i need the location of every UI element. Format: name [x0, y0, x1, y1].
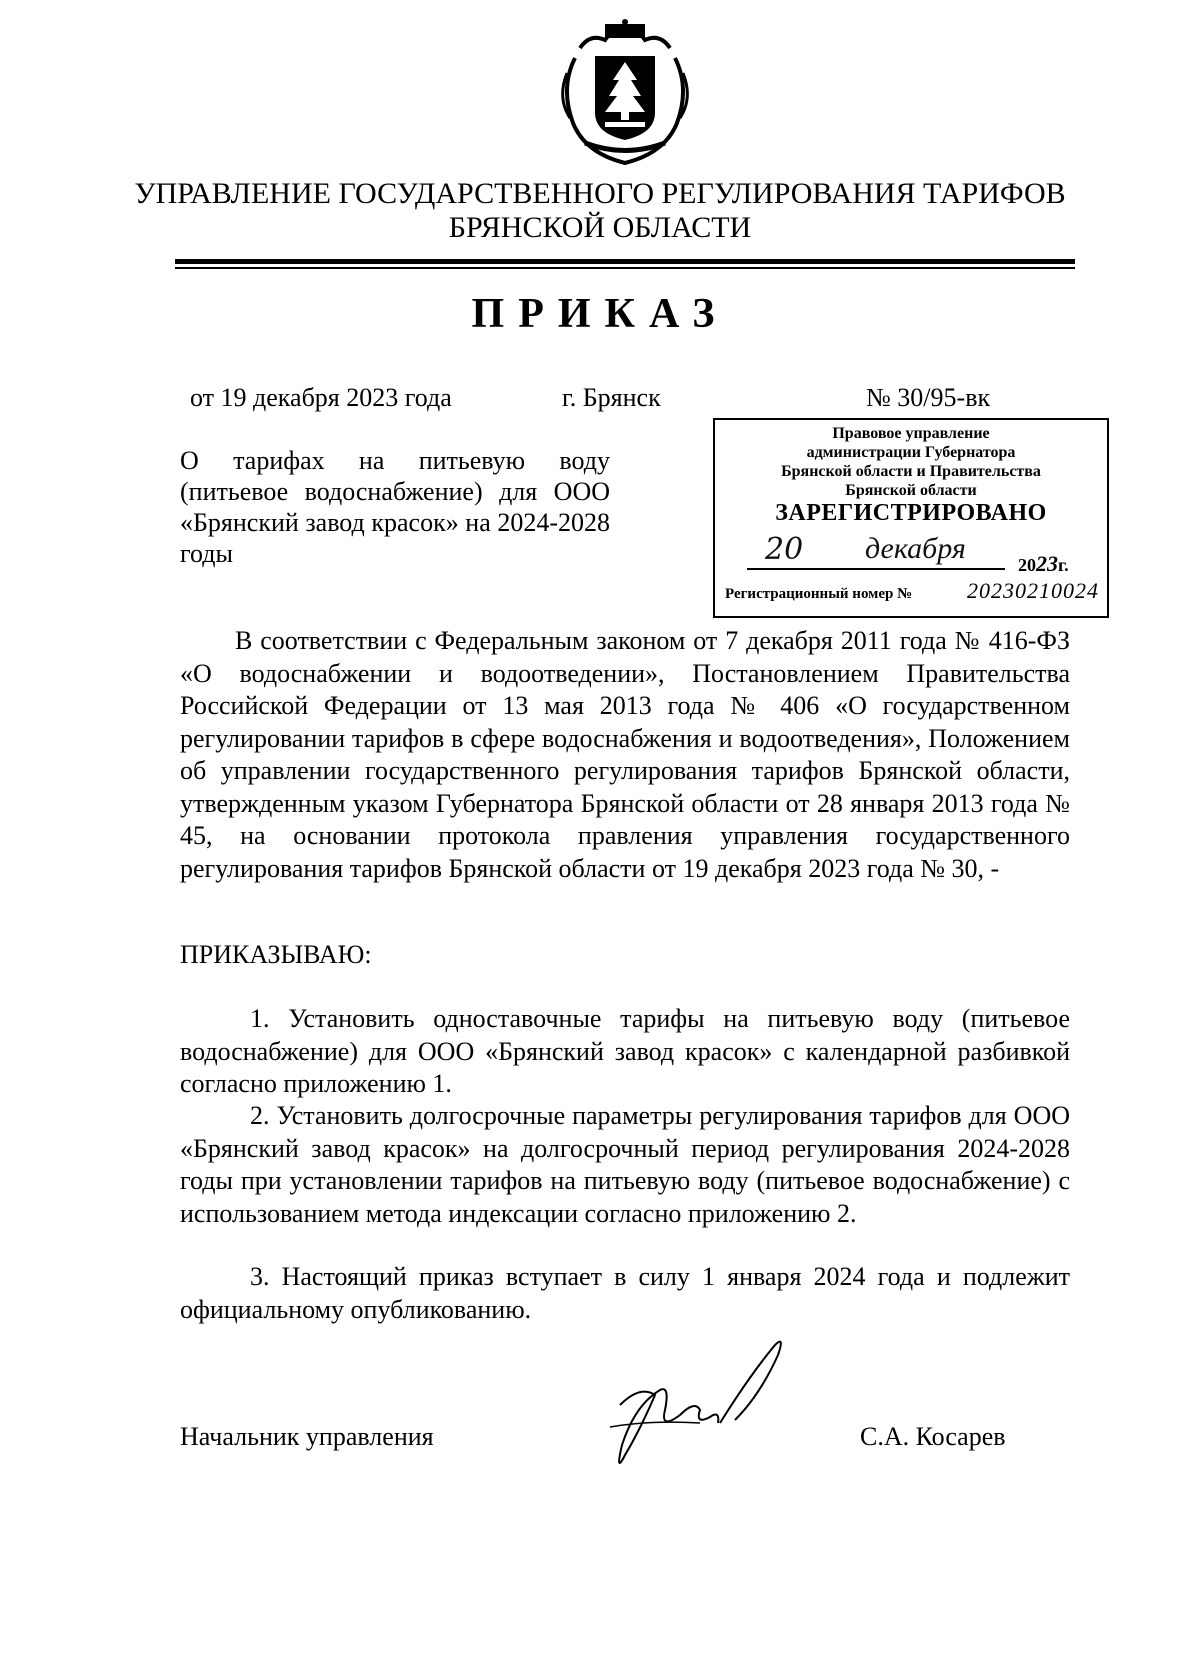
stamp-line-1: Правовое управление — [832, 425, 990, 442]
order-number: № 30/95-вк — [866, 383, 991, 412]
stamp-regno-label: Регистрационный номер № — [725, 586, 913, 602]
preamble-paragraph: В соответствии с Федеральным законом от 7 декабря 2011 года № 416-ФЗ «О водоснабжении и водоотведении», Постановлением Правительства Российской Федерации от 13 мая 2013 года № 406 «О государственном регулировании тарифов в сфере водоснабжения и водоотведения», Положением об управлении государственного регулирования тарифов Брянской области, утвержденным указом Губернатора Брянской области от 28 января 2013 года № 45, на основании протокола правления управления государственного регулирования тарифов Брянской области от 19 декабря 2023 года № 30, - — [180, 626, 1070, 883]
stamp-line-4: Брянской области — [845, 482, 977, 499]
coat-of-arms-emblem — [555, 18, 695, 168]
stamp-month-handwritten: декабря — [865, 532, 966, 565]
stamp-date-underline — [747, 568, 1005, 570]
header-divider-thin — [175, 267, 1075, 269]
stamp-line-2: администрации Губернатора — [806, 444, 1016, 461]
signatory-name: С.А. Косарев — [860, 1422, 1006, 1451]
registration-stamp — [713, 418, 1109, 618]
order-city: г. Брянск — [562, 383, 661, 412]
stamp-year-handwritten: 23 — [1036, 551, 1058, 576]
stamp-registered-label: ЗАРЕГИСТРИРОВАНО — [775, 500, 1047, 526]
stamp-year — [1018, 551, 1069, 577]
stamp-year-suffix: г. — [1058, 555, 1069, 575]
order-item-3: 3. Настоящий приказ вступает в силу 1 января 2024 года и подлежит официальному опубликованию. — [180, 1262, 1070, 1324]
organization-name-line2: БРЯНСКОЙ ОБЛАСТИ — [448, 211, 752, 244]
handwritten-signature — [600, 1335, 800, 1480]
order-date: от 19 декабря 2023 года — [190, 383, 452, 412]
stamp-regno-value: 20230210024 — [967, 578, 1099, 603]
document-title: ПРИКАЗ — [471, 291, 729, 337]
stamp-day-handwritten: 20 — [765, 532, 804, 567]
order-item-2: 2. Установить долгосрочные параметры регулирования тарифов для ООО «Брянский завод красок» на долгосрочный период регулирования 2024-2028 годы при установлении тарифов на питьевую воду (питьевое водоснабжение) с использованием метода индексации согласно приложению 2. — [180, 1101, 1070, 1228]
stamp-line-3: Брянской области и Правительства — [781, 463, 1041, 480]
stamp-year-prefix: 20 — [1018, 555, 1036, 575]
order-directive-word: ПРИКАЗЫВАЮ: — [180, 940, 372, 969]
header-divider-thick — [175, 259, 1075, 264]
signatory-position: Начальник управления — [180, 1422, 434, 1451]
order-subject: О тарифах на питьевую воду (питьевое водоснабжение) для ООО «Брянский завод красок» на 2024-2028 годы — [180, 446, 610, 568]
organization-name-line1: УПРАВЛЕНИЕ ГОСУДАРСТВЕННОГО РЕГУЛИРОВАНИЯ ТАРИФОВ — [134, 177, 1066, 210]
order-item-1: 1. Установить одноставочные тарифы на питьевую воду (питьевое водоснабжение) для ООО «Брянский завод красок» с календарной разбивкой согласно приложению 1. — [180, 1004, 1070, 1098]
